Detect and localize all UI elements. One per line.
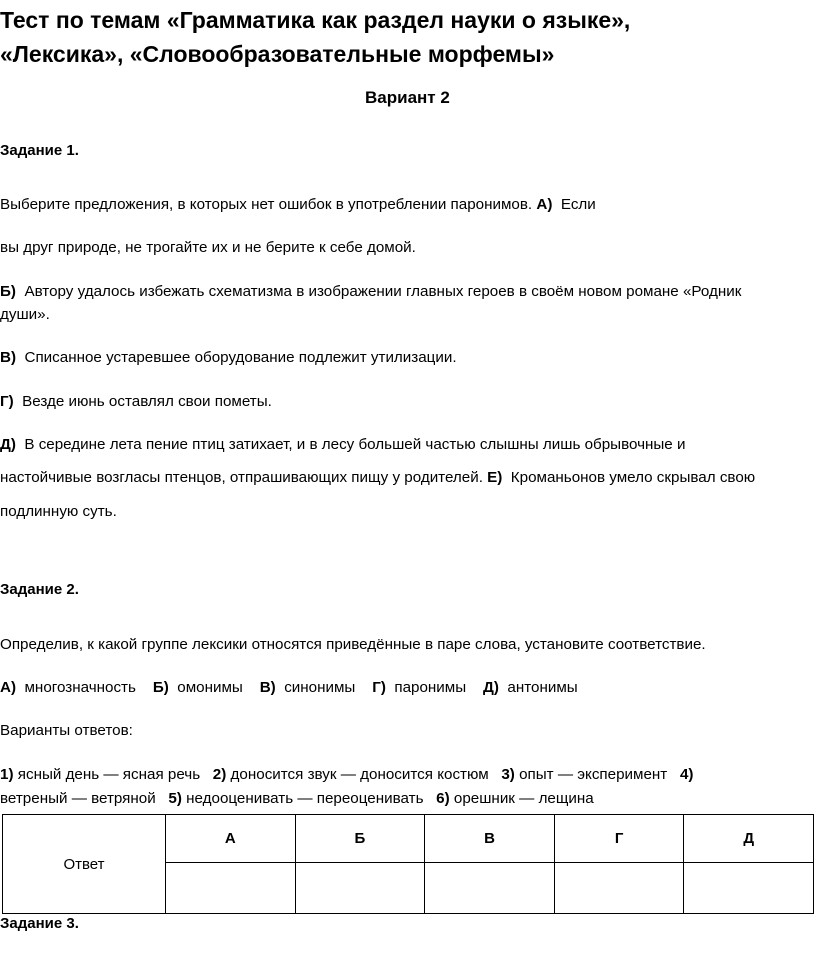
pairs-line-2	[0, 790, 594, 807]
option-d-line	[0, 436, 685, 453]
task-2-intro: Определив, к какой группе лексики относятся приведённые в паре слова, установите соответствие.	[0, 636, 706, 653]
category-label: Г)	[372, 679, 386, 696]
category-text: паронимы	[394, 679, 467, 696]
category-label: Б)	[152, 679, 169, 696]
option-v-line	[0, 349, 457, 366]
document-title-line-2: «Лексика», «Словообразовательные морфемы»	[0, 41, 555, 67]
pair-number: 4)	[679, 766, 694, 783]
answer-table	[2, 814, 814, 914]
pair-text: орешник — лещина	[453, 790, 594, 807]
pair-text: доносится звук — доносится костюм	[230, 766, 489, 783]
task-2-options-line	[0, 679, 578, 696]
pair-number: 1)	[0, 766, 14, 783]
task-1-heading: Задание 1.	[0, 142, 79, 159]
category-text: омонимы	[177, 679, 243, 696]
answer-row-label: Ответ	[3, 815, 166, 914]
option-d-label: Д)	[0, 436, 16, 453]
option-b-text-start: Автору удалось избежать схематизма в изображении главных героев в своём новом романе «Родник	[24, 283, 742, 300]
option-b-line	[0, 283, 741, 300]
category-label: А)	[0, 679, 17, 696]
answer-cell[interactable]	[295, 863, 425, 914]
pair-text: недооценивать — переоценивать	[186, 790, 424, 807]
document-title-line-1: Тест по темам «Грамматика как раздел науки о языке»,	[0, 7, 631, 33]
variant-heading: Вариант 2	[365, 88, 450, 107]
option-g-label: Г)	[0, 393, 14, 410]
answer-column-header: Д	[684, 815, 814, 863]
option-d-text-end: настойчивые возгласы птенцов, отпрашивающих пищу у родителей.	[0, 469, 483, 486]
pair-text: опыт — эксперимент	[519, 766, 668, 783]
task-1-intro-line	[0, 196, 596, 213]
task-2-heading: Задание 2.	[0, 581, 79, 598]
category-label: Д)	[483, 679, 499, 696]
category-text: многозначность	[24, 679, 136, 696]
option-b-text-end: души».	[0, 306, 50, 323]
answer-cell[interactable]	[166, 863, 296, 914]
option-a-text-end: вы друг природе, не трогайте их и не берите к себе домой.	[0, 239, 416, 256]
pair-text: ветреный — ветряной	[0, 790, 156, 807]
pairs-line-1	[0, 766, 693, 783]
option-e-label: Е)	[487, 469, 503, 486]
pair-number: 5)	[168, 790, 182, 807]
answer-cell[interactable]	[684, 863, 814, 914]
answer-column-header: Б	[295, 815, 425, 863]
category-label: В)	[259, 679, 276, 696]
pair-number: 6)	[436, 790, 450, 807]
answer-column-header: Г	[554, 815, 684, 863]
answer-cell[interactable]	[425, 863, 555, 914]
option-g-text: Везде июнь оставлял свои пометы.	[22, 393, 272, 410]
option-d-e-line	[0, 469, 755, 486]
answers-heading: Варианты ответов:	[0, 722, 133, 739]
category-text: синонимы	[284, 679, 356, 696]
pair-number: 2)	[212, 766, 227, 783]
task-3-heading: Задание 3.	[0, 915, 79, 932]
option-d-text-start: В середине лета пение птиц затихает, и в лесу большей частью слышны лишь обрывочные и	[24, 436, 686, 453]
option-v-text: Списанное устаревшее оборудование подлежит утилизации.	[24, 349, 457, 366]
option-v-label: В)	[0, 349, 17, 366]
option-e-text-end: подлинную суть.	[0, 503, 117, 520]
answer-column-header: А	[166, 815, 296, 863]
option-b-label: Б)	[0, 283, 16, 300]
answer-cell[interactable]	[554, 863, 684, 914]
category-text: антонимы	[507, 679, 578, 696]
task-1-intro: Выберите предложения, в которых нет ошибок в употреблении паронимов.	[0, 196, 533, 213]
option-a-label: А)	[536, 196, 553, 213]
option-g-line	[0, 393, 272, 410]
option-e-text-start: Кроманьонов умело скрывал свою	[510, 469, 756, 486]
option-a-text-start: Если	[560, 196, 596, 213]
pair-text: ясный день — ясная речь	[17, 766, 201, 783]
answer-column-header: В	[425, 815, 555, 863]
pair-number: 3)	[501, 766, 515, 783]
